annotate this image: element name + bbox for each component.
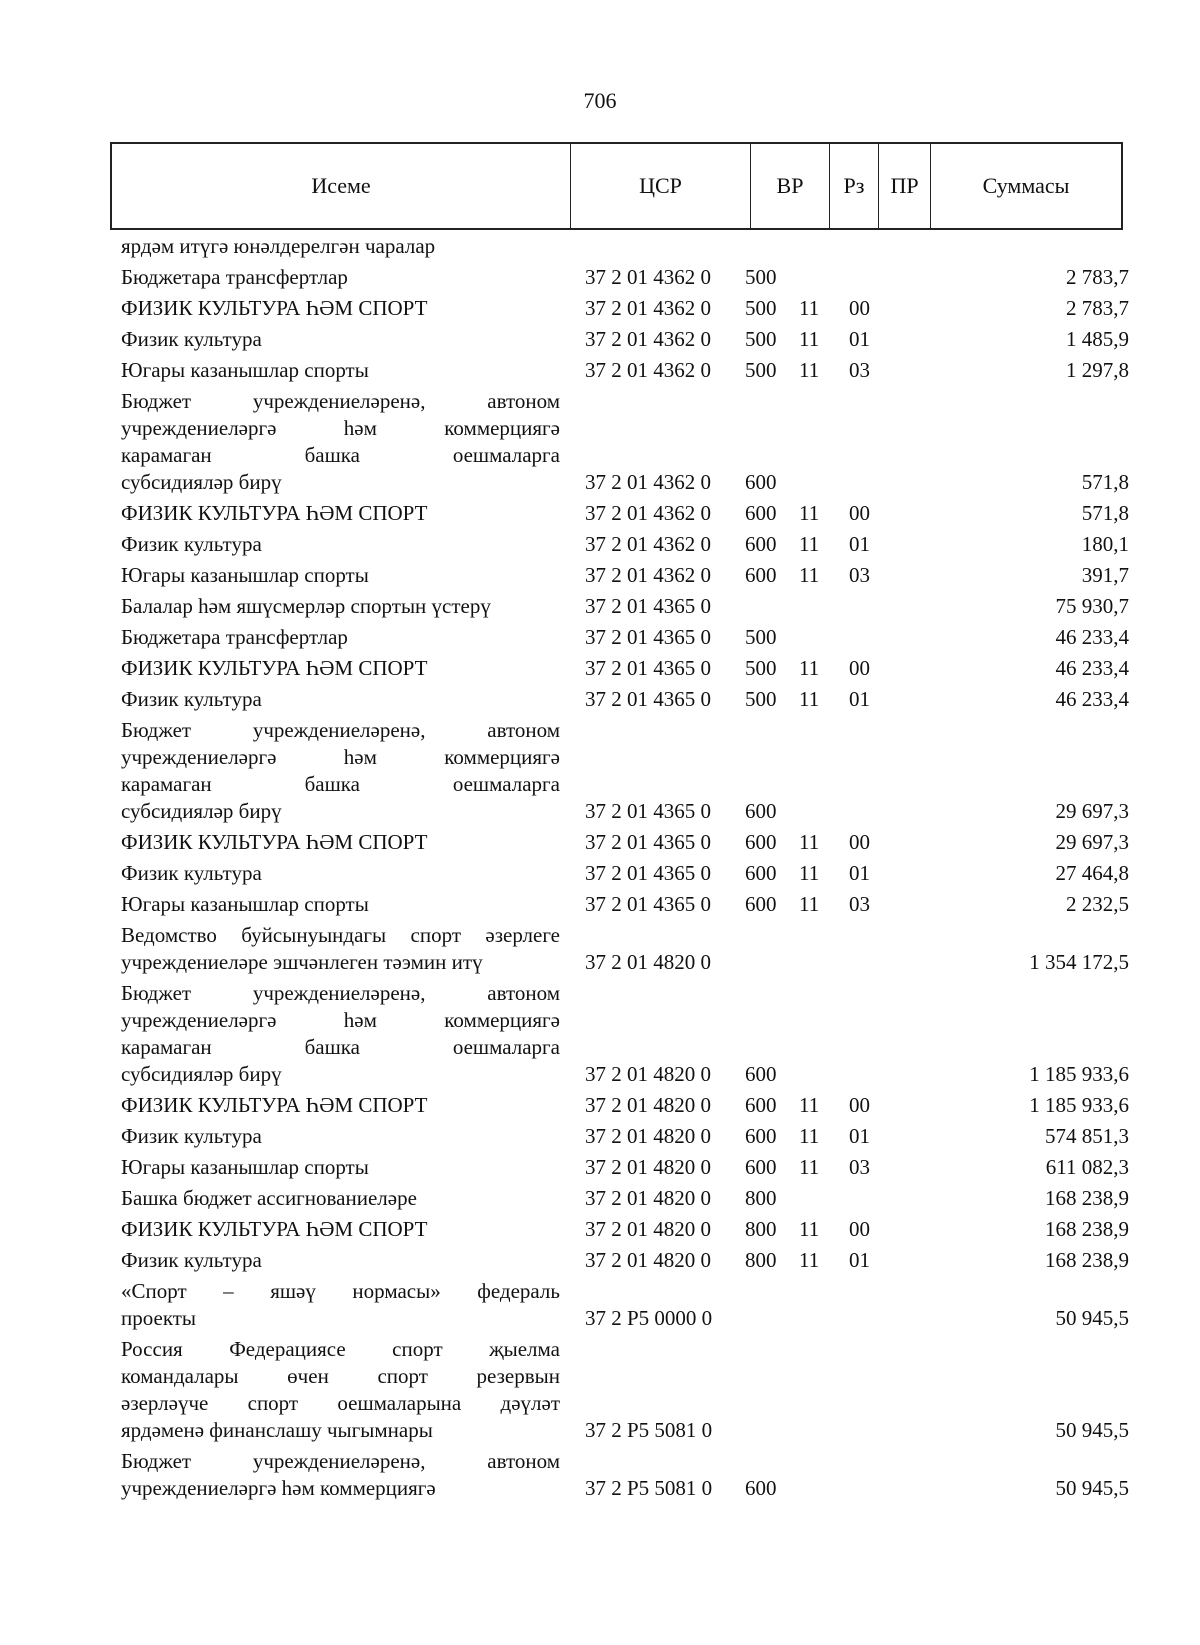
row-name-line: ФИЗИК КУЛЬТУРА ҺӘМ СПОРТ [121,1093,428,1117]
row-vr: 600 [745,799,777,823]
row-name-line: карамаган башка оешмаларга [121,443,560,467]
row-vr: 500 [745,296,777,320]
row-name [121,264,560,291]
table-body [0,233,1200,1506]
row-vr: 500 [745,656,777,680]
row-name-line: Бюджет учреждениеләренә, автоном [121,389,560,413]
row-name-line: Югары казанышлар спорты [121,892,369,916]
row-pr: 00 [849,1093,870,1117]
row-sum: 27 464,8 [1055,861,1129,885]
row-name-line: Физик культура [121,327,262,351]
row-rz: 11 [799,1124,820,1148]
row-name-line: Башка бюджет ассигнованиеләре [121,1186,417,1210]
row-name-line: Ведомство буйсынуындагы спорт әзерлеге [121,923,560,947]
row-rz: 11 [799,327,820,351]
row-csr: 37 2 01 4362 0 [585,563,711,587]
row-name-line: учреждениеләргә һәм коммерциягә [121,745,560,769]
table-row [0,686,1200,713]
row-name-line: субсидияләр бирү [121,1062,282,1086]
row-rz: 11 [799,1155,820,1179]
row-sum: 571,8 [1081,470,1129,494]
row-vr: 600 [745,532,777,556]
row-name-line: Бюджет учреждениеләренә, автоном [121,981,560,1005]
row-name [121,1216,560,1243]
row-rz: 11 [799,358,820,382]
row-sum: 391,7 [1081,563,1129,587]
row-csr: 37 2 01 4362 0 [585,358,711,382]
row-csr: 37 2 01 4820 0 [585,1062,711,1086]
table-row [0,1278,1200,1332]
row-vr: 600 [745,1155,777,1179]
row-csr: 37 2 01 4820 0 [585,1186,711,1210]
row-pr: 03 [849,563,870,587]
row-csr: 37 2 01 4362 0 [585,327,711,351]
row-sum: 75 930,7 [1055,594,1129,618]
row-sum: 168 238,9 [1045,1217,1129,1241]
row-sum: 50 945,5 [1055,1476,1129,1500]
row-sum: 29 697,3 [1055,830,1129,854]
row-pr: 01 [849,1248,870,1272]
row-rz: 11 [799,892,820,916]
table-row [0,388,1200,496]
row-name [121,1336,560,1444]
row-name-line: учреждениеләргә һәм коммерциягә [121,1476,436,1500]
row-vr: 600 [745,1124,777,1148]
row-vr: 800 [745,1186,777,1210]
row-rz: 11 [799,532,820,556]
row-csr: 37 2 01 4365 0 [585,687,711,711]
row-name-line: Бюджетара трансфертлар [121,265,348,289]
row-pr: 00 [849,656,870,680]
row-name [121,1185,560,1212]
row-rz: 11 [799,861,820,885]
row-name [121,717,560,825]
table-row [0,562,1200,589]
row-name-line: субсидияләр бирү [121,470,282,494]
row-sum: 2 783,7 [1066,265,1129,289]
table-row [0,326,1200,353]
row-name-line: ФИЗИК КУЛЬТУРА ҺӘМ СПОРТ [121,656,428,680]
row-sum: 611 082,3 [1045,1155,1129,1179]
row-rz: 11 [799,563,820,587]
row-csr: 37 2 01 4362 0 [585,501,711,525]
row-name [121,531,560,558]
row-csr: 37 2 01 4365 0 [585,861,711,885]
table-row [0,655,1200,682]
table-row [0,860,1200,887]
row-name-line: Бюджетара трансфертлар [121,625,348,649]
row-csr: 37 2 P5 5081 0 [585,1476,713,1500]
row-vr: 500 [745,625,777,649]
row-csr: 37 2 01 4365 0 [585,830,711,854]
row-pr: 01 [849,532,870,556]
row-vr: 800 [745,1248,777,1272]
table-row [0,1185,1200,1212]
row-vr: 500 [745,327,777,351]
row-name [121,233,560,260]
row-csr: 37 2 P5 5081 0 [585,1418,713,1442]
row-csr: 37 2 01 4820 0 [585,1217,711,1241]
row-csr: 37 2 01 4365 0 [585,625,711,649]
row-vr: 600 [745,830,777,854]
table-row [0,980,1200,1088]
row-rz: 11 [799,656,820,680]
row-sum: 1 185 933,6 [1029,1062,1129,1086]
row-name-line: Россия Федерациясе спорт җыелма [121,1337,560,1361]
row-name [121,1092,560,1119]
header-sum: Суммасы [982,173,1070,198]
header-name: Исеме [112,144,571,228]
row-vr: 600 [745,501,777,525]
table-row [0,922,1200,976]
row-sum: 574 851,3 [1045,1124,1129,1148]
row-vr: 600 [745,1062,777,1086]
row-sum: 571,8 [1081,501,1129,525]
row-csr: 37 2 01 4365 0 [585,656,711,680]
row-name [121,624,560,651]
row-sum: 2 783,7 [1066,296,1129,320]
row-sum: 1 297,8 [1066,358,1129,382]
header-vr: ВР [751,144,830,228]
row-csr: 37 2 01 4362 0 [585,532,711,556]
row-name [121,357,560,384]
row-csr: 37 2 01 4365 0 [585,892,711,916]
row-name-line: ФИЗИК КУЛЬТУРА ҺӘМ СПОРТ [121,1217,428,1241]
row-name [121,829,560,856]
header-rz: Рз [830,144,879,228]
row-csr: 37 2 01 4362 0 [585,296,711,320]
row-sum: 50 945,5 [1055,1306,1129,1330]
row-name [121,1278,560,1332]
table-row [0,624,1200,651]
table-row [0,1216,1200,1243]
row-name [121,593,560,620]
row-pr: 03 [849,1155,870,1179]
row-name [121,860,560,887]
table-row [0,357,1200,384]
row-sum: 1 354 172,5 [1029,950,1129,974]
row-csr: 37 2 01 4362 0 [585,265,711,289]
row-name [121,388,560,496]
row-name-line: әзерләүче спорт оешмаларына дәүләт [121,1391,560,1415]
table-row [0,295,1200,322]
row-pr: 03 [849,358,870,382]
row-rz: 11 [799,1093,820,1117]
row-csr: 37 2 01 4820 0 [585,1155,711,1179]
table-row [0,531,1200,558]
row-sum: 46 233,4 [1055,625,1129,649]
row-rz: 11 [799,296,820,320]
row-name [121,1448,560,1502]
row-name-line: Физик культура [121,687,262,711]
row-name-line: Югары казанышлар спорты [121,1155,369,1179]
row-sum: 46 233,4 [1055,656,1129,680]
row-name-line: Югары казанышлар спорты [121,358,369,382]
row-vr: 600 [745,1476,777,1500]
row-vr: 500 [745,265,777,289]
row-name-line: Балалар һәм яшүсмерләр спортын үстерү [121,594,491,618]
row-rz: 11 [799,501,820,525]
row-name-line: Физик культура [121,1248,262,1272]
row-name [121,1247,560,1274]
row-name [121,922,560,976]
row-vr: 500 [745,687,777,711]
row-name [121,326,560,353]
row-vr: 600 [745,892,777,916]
row-pr: 01 [849,1124,870,1148]
row-sum: 1 185 933,6 [1029,1093,1129,1117]
row-csr: 37 2 01 4820 0 [585,1093,711,1117]
row-pr: 00 [849,501,870,525]
table-row [0,500,1200,527]
row-name-line: ФИЗИК КУЛЬТУРА ҺӘМ СПОРТ [121,830,428,854]
row-rz: 11 [799,1248,820,1272]
row-name-line: карамаган башка оешмаларга [121,772,560,796]
row-name [121,500,560,527]
row-name-line: ярдәменә финанслашу чыгымнары [121,1418,433,1442]
row-csr: 37 2 01 4820 0 [585,950,711,974]
table-row [0,233,1200,260]
row-name-line: субсидияләр бирү [121,799,282,823]
row-name [121,562,560,589]
row-sum: 168 238,9 [1045,1186,1129,1210]
row-name-line: учреждениеләргә һәм коммерциягә [121,1008,560,1032]
table-row [0,1247,1200,1274]
row-csr: 37 2 P5 0000 0 [585,1306,713,1330]
row-pr: 00 [849,830,870,854]
row-name-line: командалары өчен спорт резервын [121,1364,560,1388]
row-rz: 11 [799,830,820,854]
row-name-line: карамаган башка оешмаларга [121,1035,560,1059]
row-vr: 600 [745,470,777,494]
table-row [0,1448,1200,1502]
row-name-line: Физик культура [121,1124,262,1148]
row-sum: 180,1 [1081,532,1129,556]
row-rz: 11 [799,1217,820,1241]
row-name-line: проекты [121,1306,197,1330]
header-csr: ЦСР [571,144,751,228]
row-vr: 600 [745,563,777,587]
row-sum: 168 238,9 [1045,1248,1129,1272]
row-name-line: Югары казанышлар спорты [121,563,369,587]
row-rz: 11 [799,687,820,711]
row-name-line: Физик культура [121,532,262,556]
table-row [0,1123,1200,1150]
table-row [0,593,1200,620]
row-name-line: учреждениеләргә һәм коммерциягә [121,416,560,440]
row-csr: 37 2 01 4362 0 [585,470,711,494]
row-name-line: Бюджет учреждениеләренә, автоном [121,1449,560,1473]
row-name [121,1123,560,1150]
row-name-line: «Спорт – яшәү нормасы» федераль [121,1279,560,1303]
row-name-line: Бюджет учреждениеләренә, автоном [121,718,560,742]
row-vr: 800 [745,1217,777,1241]
row-name-line: ФИЗИК КУЛЬТУРА ҺӘМ СПОРТ [121,501,428,525]
row-name [121,295,560,322]
row-pr: 00 [849,1217,870,1241]
row-vr: 600 [745,1093,777,1117]
row-name [121,655,560,682]
row-vr: 500 [745,358,777,382]
table-header [110,142,1123,230]
row-name-line: ярдәм итүгә юнәлдерелгән чаралар [121,234,436,258]
row-name-line: Физик культура [121,861,262,885]
page-number: 706 [583,88,617,113]
row-name [121,980,560,1088]
row-pr: 01 [849,687,870,711]
table-row [0,1336,1200,1444]
table-row [0,829,1200,856]
row-csr: 37 2 01 4365 0 [585,594,711,618]
row-name-line: ФИЗИК КУЛЬТУРА ҺӘМ СПОРТ [121,296,428,320]
row-name [121,1154,560,1181]
row-sum: 1 485,9 [1066,327,1129,351]
row-csr: 37 2 01 4820 0 [585,1248,711,1272]
table-row [0,1092,1200,1119]
row-name [121,891,560,918]
row-csr: 37 2 01 4820 0 [585,1124,711,1148]
row-pr: 00 [849,296,870,320]
header-pr: ПР [879,144,931,228]
row-pr: 01 [849,327,870,351]
row-name [121,686,560,713]
table-row [0,264,1200,291]
table-row [0,891,1200,918]
row-sum: 46 233,4 [1055,687,1129,711]
row-sum: 2 232,5 [1066,892,1129,916]
row-pr: 03 [849,892,870,916]
table-row [0,717,1200,825]
row-name-line: учреждениеләре эшчәнлеген тәэмин итү [121,950,483,974]
row-pr: 01 [849,861,870,885]
table-row [0,1154,1200,1181]
row-sum: 50 945,5 [1055,1418,1129,1442]
row-sum: 29 697,3 [1055,799,1129,823]
row-vr: 600 [745,861,777,885]
row-csr: 37 2 01 4365 0 [585,799,711,823]
